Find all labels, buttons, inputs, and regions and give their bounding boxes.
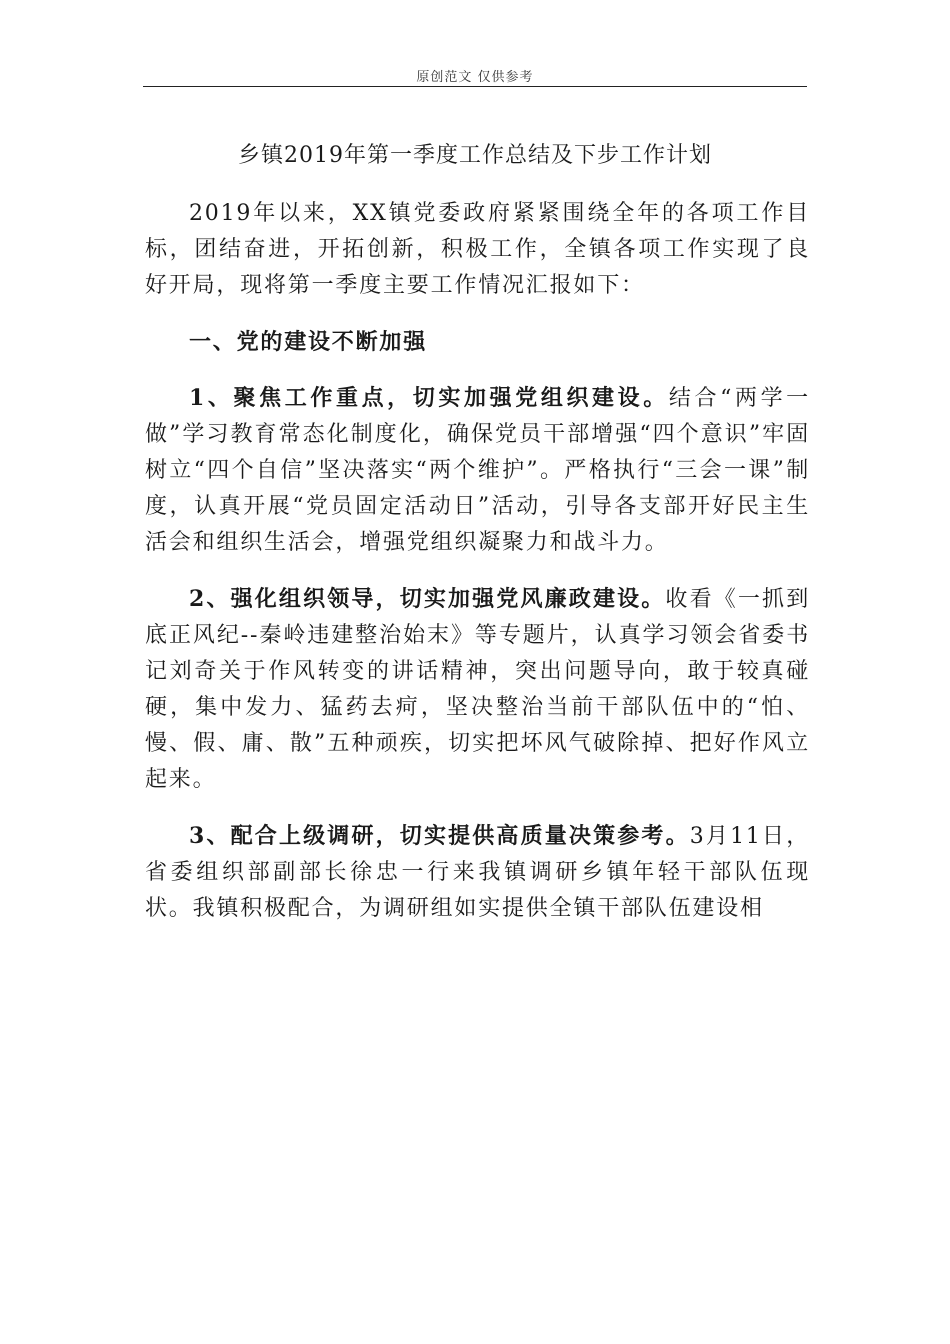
item-paragraph-3 [145,818,810,927]
document-title: 乡镇2019年第一季度工作总结及下步工作计划 [238,143,712,168]
item-paragraph-1 [145,380,810,561]
item-body-2: 收看《一抓到底正风纪--秦岭违建整治始末》等专题片，认真学习领会省委书记刘奇关于作风转变的讲话精神，突出问题导向，敢于较真碰硬，集中发力、猛药去疴，坚决整治当前干部队伍中的“怕、慢、假、庸、散”五种顽疾，切实把坏风气破除掉、把好作风立起来。 [145,587,810,792]
header-divider [143,86,807,87]
intro-paragraph: 2019年以来，XX镇党委政府紧紧围绕全年的各项工作目标，团结奋进，开拓创新，积极工作，全镇各项工作实现了良好开局，现将第一季度主要工作情况汇报如下： [145,201,810,298]
item-paragraph-2 [145,581,810,798]
section-heading: 一、党的建设不断加强 [189,329,428,355]
item-lead-1: 1、聚焦工作重点，切实加强党组织建设。 [189,385,669,411]
item-lead-3: 3、配合上级调研，切实提供高质量决策参考。 [189,823,690,849]
item-lead-2: 2、强化组织领导，切实加强党风廉政建设。 [189,586,666,612]
document-body [145,196,810,947]
item-body-1: 结合“两学一做”学习教育常态化制度化，确保党员干部增强“四个意识”牢固树立“四个自信”坚决落实“两个维护”。严格执行“三会一课”制度，认真开展“党员固定活动日”活动，引导各支部开好民主生活会和组织生活会，增强党组织凝聚力和战斗力。 [145,386,810,555]
item-body-3: 3月11日，省委组织部副部长徐忠一行来我镇调研乡镇年轻干部队伍现状。我镇积极配合，为调研组如实提供全镇干部队伍建设相 [145,824,810,921]
page-header-text: 原创范文 仅供参考 [416,70,534,85]
